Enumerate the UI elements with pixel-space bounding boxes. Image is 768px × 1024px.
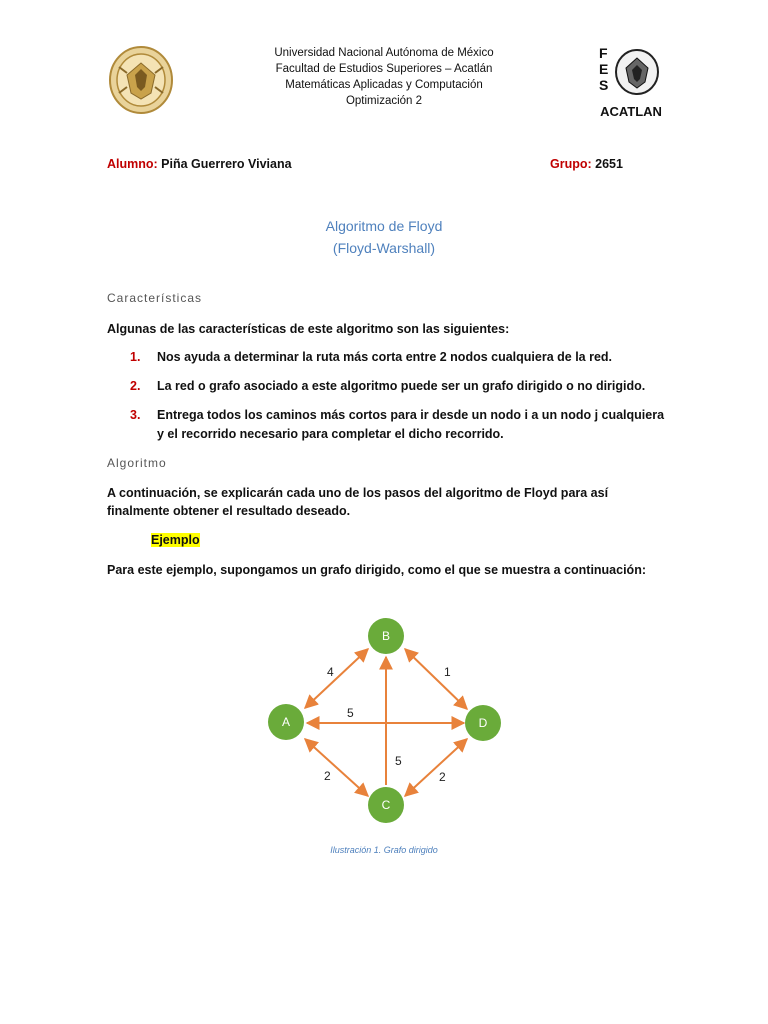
edge-weight-label: 2 (439, 770, 446, 784)
logo-letter-e: E (599, 61, 609, 77)
logo-name: ACATLAN (600, 104, 662, 118)
edge-weight-label: 5 (347, 706, 354, 720)
edge-a-b (305, 649, 368, 708)
logo-letter-s: S (599, 77, 609, 93)
title-line-1: Algoritmo de Floyd (325, 218, 443, 234)
document-title (0, 215, 768, 259)
figure-caption: Ilustración 1. Grafo dirigido (330, 845, 438, 855)
list-item (130, 377, 670, 396)
edge-c-d (405, 739, 467, 796)
student-name: Piña Guerrero Viviana (161, 157, 292, 171)
algorithm-intro: A continuación, se explicarán cada uno de los pasos del algoritmo de Floyd para así finalmente obtener el resultado deseado. (107, 486, 609, 518)
edge-weight-label: 2 (324, 769, 331, 783)
student-label: Alumno: (107, 157, 158, 171)
group-value: 2651 (595, 157, 623, 171)
list-number: 3. (130, 408, 141, 422)
example-intro: Para este ejemplo, supongamos un grafo dirigido, como el que se muestra a continuación: (107, 563, 646, 577)
node-label: D (478, 716, 488, 730)
section-heading-characteristics: Características (107, 291, 203, 305)
group-label: Grupo: (550, 157, 592, 171)
student-line (107, 157, 292, 171)
node-label: C (381, 798, 391, 812)
list-item (130, 406, 670, 444)
section-heading-algorithm: Algoritmo (107, 456, 167, 470)
edge-weight-label: 4 (327, 665, 334, 679)
characteristics-intro: Algunas de las características de este algoritmo son las siguientes: (107, 322, 510, 336)
logo-letter-f: F (599, 45, 608, 61)
title-line-2: (Floyd-Warshall) (332, 240, 436, 256)
document-header (0, 45, 768, 109)
edge-weight-label: 1 (444, 665, 451, 679)
node-label: B (381, 629, 391, 643)
example-heading (151, 531, 200, 549)
edge-weight-label: 5 (395, 754, 402, 768)
course-name: Optimización 2 (345, 95, 423, 107)
list-text: La red o grafo asociado a este algoritmo puede ser un grafo dirigido o no dirigido. (157, 379, 646, 393)
list-text: Entrega todos los caminos más cortos para ir desde un nodo i a un nodo j cualquiera y el recorrido necesario para completar el dicho recorrido. (157, 408, 665, 441)
edge-a-c (305, 739, 368, 796)
list-item (130, 348, 670, 367)
node-label: A (281, 715, 291, 729)
edge-b-d (405, 649, 467, 709)
university-name: Universidad Nacional Autónoma de México (274, 47, 494, 59)
directed-graph-figure (255, 605, 515, 830)
list-text: Nos ayuda a determinar la ruta más corta entre 2 nodos cualquiera de la red. (157, 350, 613, 364)
faculty-name: Facultad de Estudios Superiores – Acatlán (275, 63, 493, 75)
program-name: Matemáticas Aplicadas y Computación (285, 79, 483, 91)
group-line (550, 157, 623, 171)
list-number: 1. (130, 350, 141, 364)
list-number: 2. (130, 379, 141, 393)
example-label: Ejemplo (151, 533, 200, 547)
